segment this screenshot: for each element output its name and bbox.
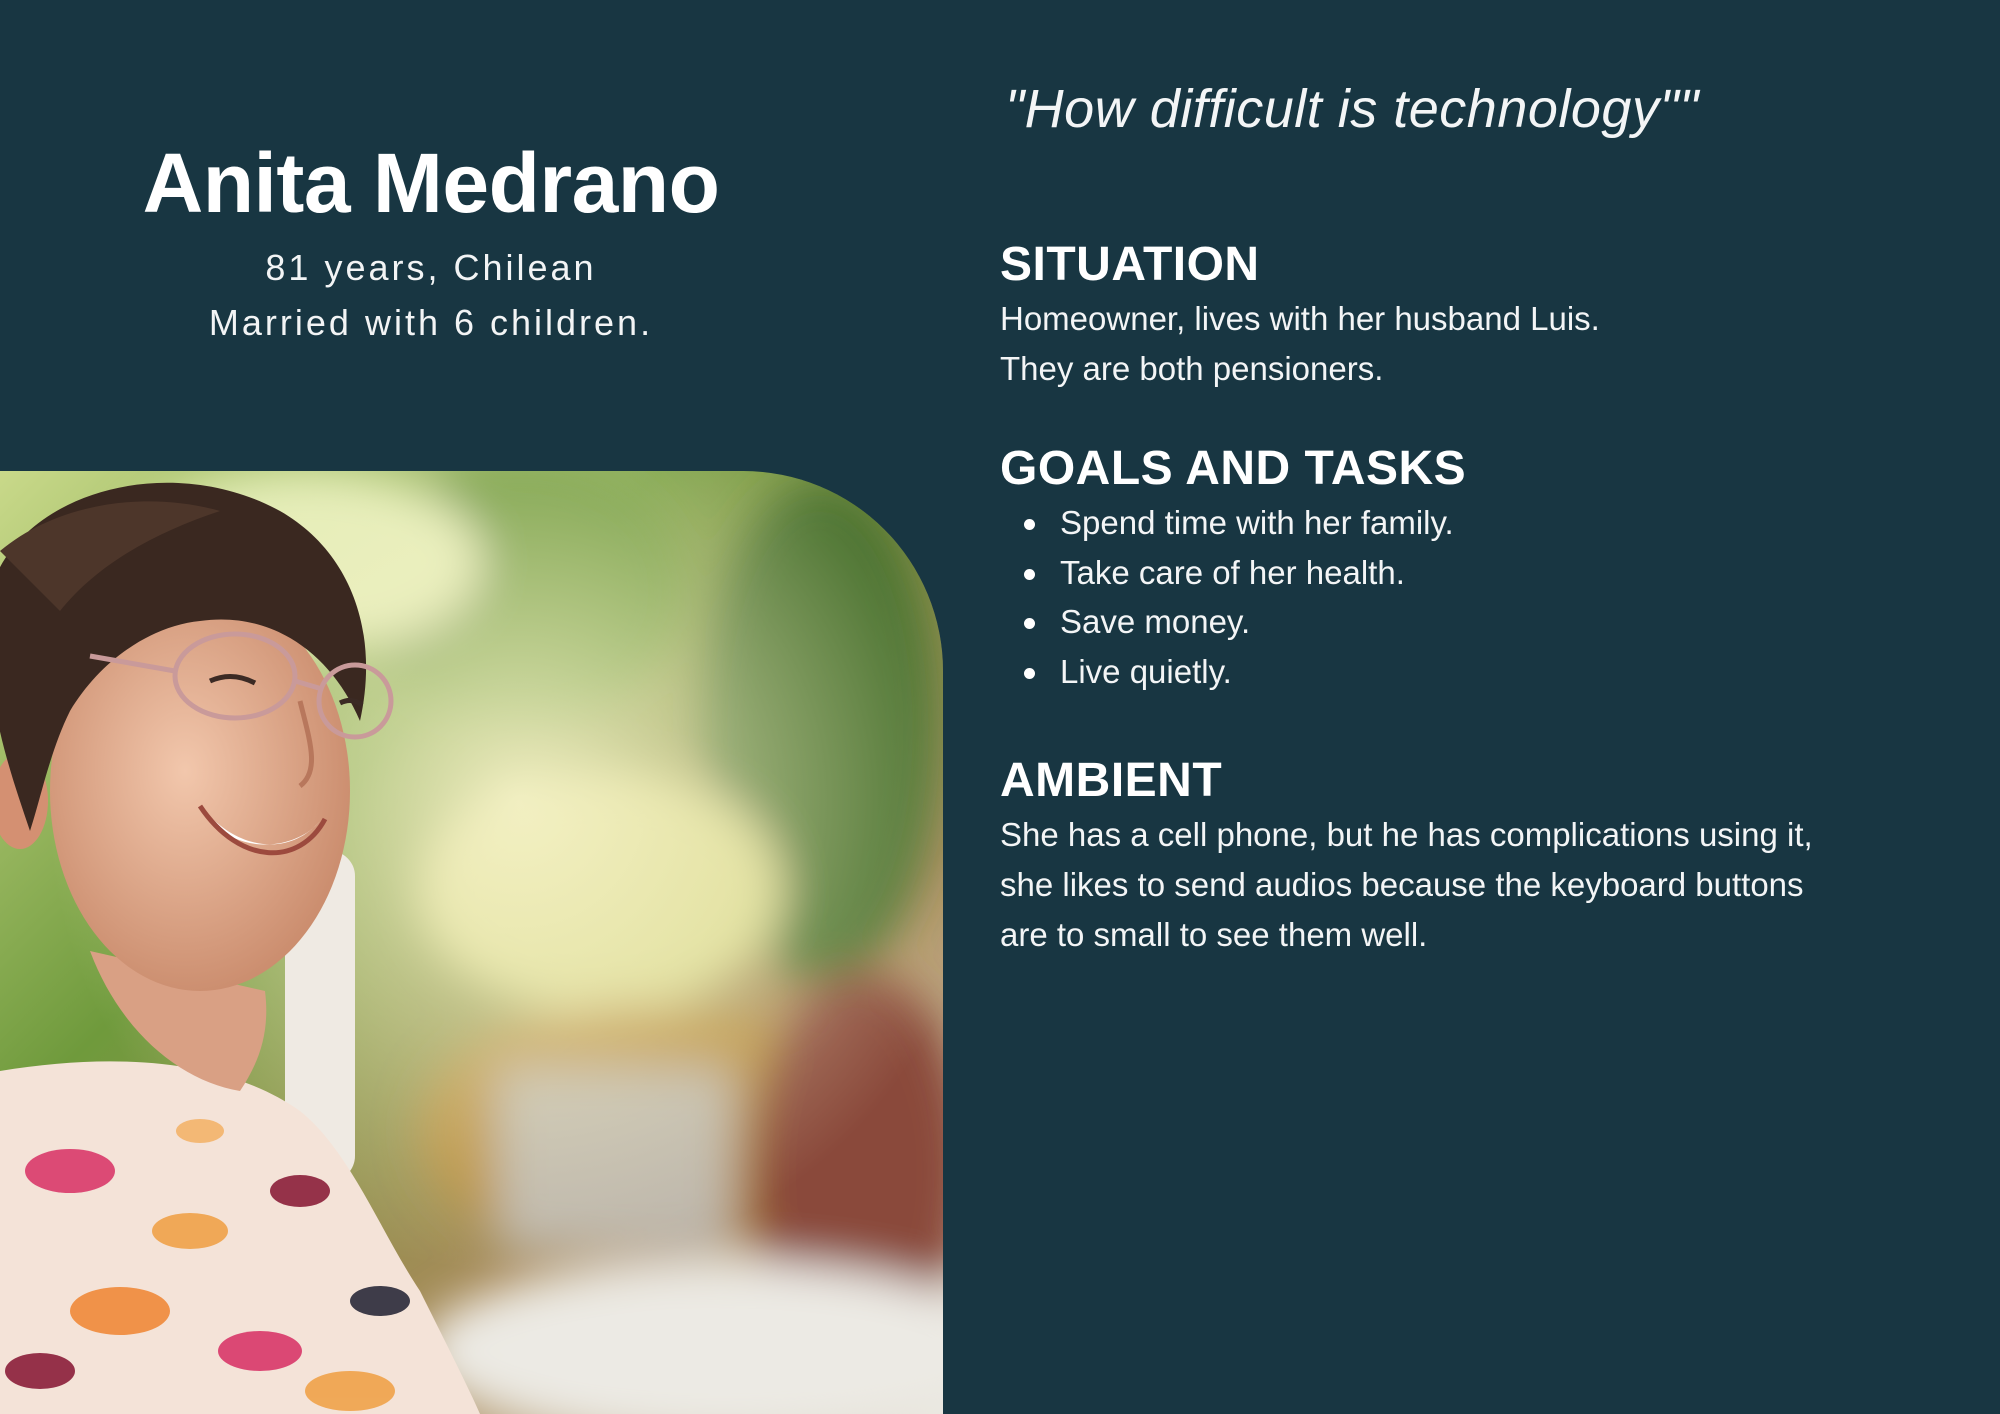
goal-text: Take care of her health. <box>1060 553 1405 591</box>
goals-list <box>1000 498 1920 696</box>
bullet-icon <box>1024 569 1035 580</box>
persona-photo <box>0 471 943 1414</box>
goals-heading: GOALS AND TASKS <box>1000 442 1467 495</box>
goal-text: Live quietly. <box>1060 652 1232 690</box>
situation-heading: SITUATION <box>1000 238 1260 291</box>
situation-section <box>1000 236 1920 394</box>
goal-item <box>1024 647 1920 697</box>
persona-age-nationality: 81 years, Chilean <box>265 247 597 288</box>
ambient-section <box>1000 752 1920 960</box>
persona-quote: "How difficult is technology"" <box>1005 79 1699 139</box>
persona-subtitle <box>0 240 862 350</box>
bullet-icon <box>1024 618 1035 629</box>
persona-photo-illustration <box>0 471 943 1414</box>
ambient-heading: AMBIENT <box>1000 754 1223 807</box>
bullet-icon <box>1024 668 1035 679</box>
goal-item <box>1024 597 1920 647</box>
goal-text: Save money. <box>1060 603 1251 640</box>
goal-text: Spend time with her family. <box>1060 504 1454 541</box>
goal-item <box>1024 548 1920 598</box>
persona-family: Married with 6 children. <box>208 302 654 343</box>
ambient-line: are to small to see them well. <box>1000 916 1428 953</box>
goals-section <box>1000 440 1920 696</box>
bullet-icon <box>1024 519 1035 530</box>
goal-item <box>1024 498 1920 548</box>
situation-line: Homeowner, lives with her husband Luis. <box>1000 300 1600 337</box>
persona-name: Anita Medrano <box>142 136 720 230</box>
situation-line: They are both pensioners. <box>1000 350 1384 387</box>
ambient-line: she likes to send audios because the keyboard buttons <box>1000 866 1804 903</box>
ambient-line: She has a cell phone, but he has complications using it, <box>1000 816 1813 853</box>
